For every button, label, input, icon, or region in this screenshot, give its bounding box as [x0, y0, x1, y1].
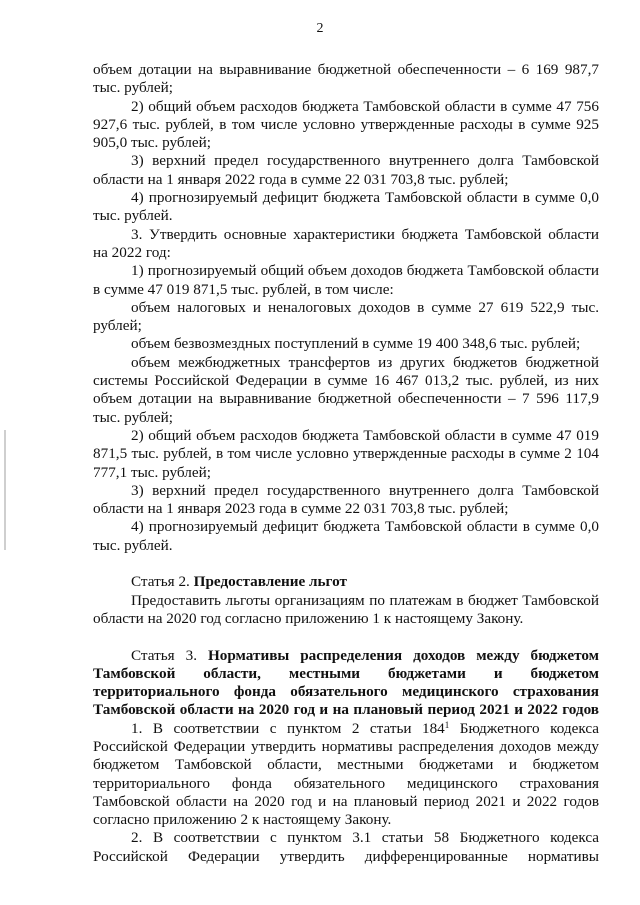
paragraph: 2) общий объем расходов бюджета Тамбовской области в сумме 47 756 927,6 тыс. рублей, в том числе условно утвержденные расходы в сумме 925 905,0 тыс. рублей; — [93, 97, 599, 152]
article-3-paragraph-2: 2. В соответствии с пунктом 3.1 статьи 58 Бюджетного кодекса Российской Федерации утвердить дифференцированные нормативы — [93, 829, 599, 865]
article-3-p1-text-end: Бюджетного кодекса Российской Федерации утвердить нормативы распределения доходов между бюджетом Тамбовской области, местными бюджетами и бюджетом территориального фонда обязательного медицинского страхования Тамбовской области на 2020 год и на плановый период 2021 и 2022 годов согласно приложению 2 к настоящему Закону. — [93, 719, 599, 829]
paragraph: 3. Утвердить основные характеристики бюджета Тамбовской области на 2022 год: — [93, 225, 599, 261]
paragraph: 4) прогнозируемый дефицит бюджета Тамбовской области в сумме 0,0 тыс. рублей. — [93, 518, 599, 554]
article-2-heading — [93, 573, 599, 591]
article-2-prefix: Статья 2. — [131, 573, 194, 591]
paragraph: объем безвозмездных поступлений в сумме 19 400 348,6 тыс. рублей; — [131, 335, 581, 353]
paragraph: 3) верхний предел государственного внутреннего долга Тамбовской области на 1 января 2023 года в сумме 22 031 703,8 тыс. рублей; — [93, 481, 599, 518]
page-number: 2 — [316, 21, 324, 36]
paragraph: 1) прогнозируемый общий объем доходов бюджета Тамбовской области в сумме 47 019 871,5 тыс. рублей, в том числе: — [93, 262, 599, 298]
paragraph: объем межбюджетных трансфертов из других бюджетов бюджетной системы Российской Федерации в сумме 16 467 013,2 тыс. рублей, из них объем дотации на выравнивание бюджетной обеспеченности – 7 596 117,9 тыс. рублей; — [93, 353, 599, 426]
article-3-heading — [93, 647, 599, 720]
paragraph: 4) прогнозируемый дефицит бюджета Тамбовской области в сумме 0,0 тыс. рублей. — [93, 189, 599, 225]
article-2-title: Предоставление льгот — [193, 573, 347, 591]
paragraph: 3) верхний предел государственного внутреннего долга Тамбовской области на 1 января 2022 года в сумме 22 031 703,8 тыс. рублей; — [93, 152, 599, 188]
paragraph: 2) общий объем расходов бюджета Тамбовской области в сумме 47 019 871,5 тыс. рублей, в том числе условно утвержденные расходы в сумме 2 104 777,1 тыс. рублей; — [93, 426, 599, 481]
footnote-superscript: 1 — [444, 719, 450, 730]
paragraph: объем налоговых и неналоговых доходов в сумме 27 619 522,9 тыс. рублей; — [93, 298, 599, 335]
paragraph: объем дотации на выравнивание бюджетной обеспеченности – 6 169 987,7 тыс. рублей; — [93, 61, 599, 97]
article-3-p1-text-start: 1. В соответствии с пунктом 2 статьи 184 — [131, 719, 445, 737]
article-3-paragraph-1 — [93, 720, 599, 830]
article-3-title: Нормативы распределения доходов между бюджетом Тамбовской области, местными бюджетами и бюджетом территориального фонда обязательного медицинского страхования Тамбовской области на 2020 год и на плановый период 2021 и 2022 годов — [93, 646, 599, 719]
scan-margin-mark — [4, 430, 6, 550]
article-3-prefix: Статья 3. — [131, 646, 208, 664]
document-body — [93, 61, 599, 866]
article-2-text: Предоставить льготы организациям по платежам в бюджет Тамбовской области на 2020 год согласно приложению 1 к настоящему Закону. — [93, 591, 599, 627]
